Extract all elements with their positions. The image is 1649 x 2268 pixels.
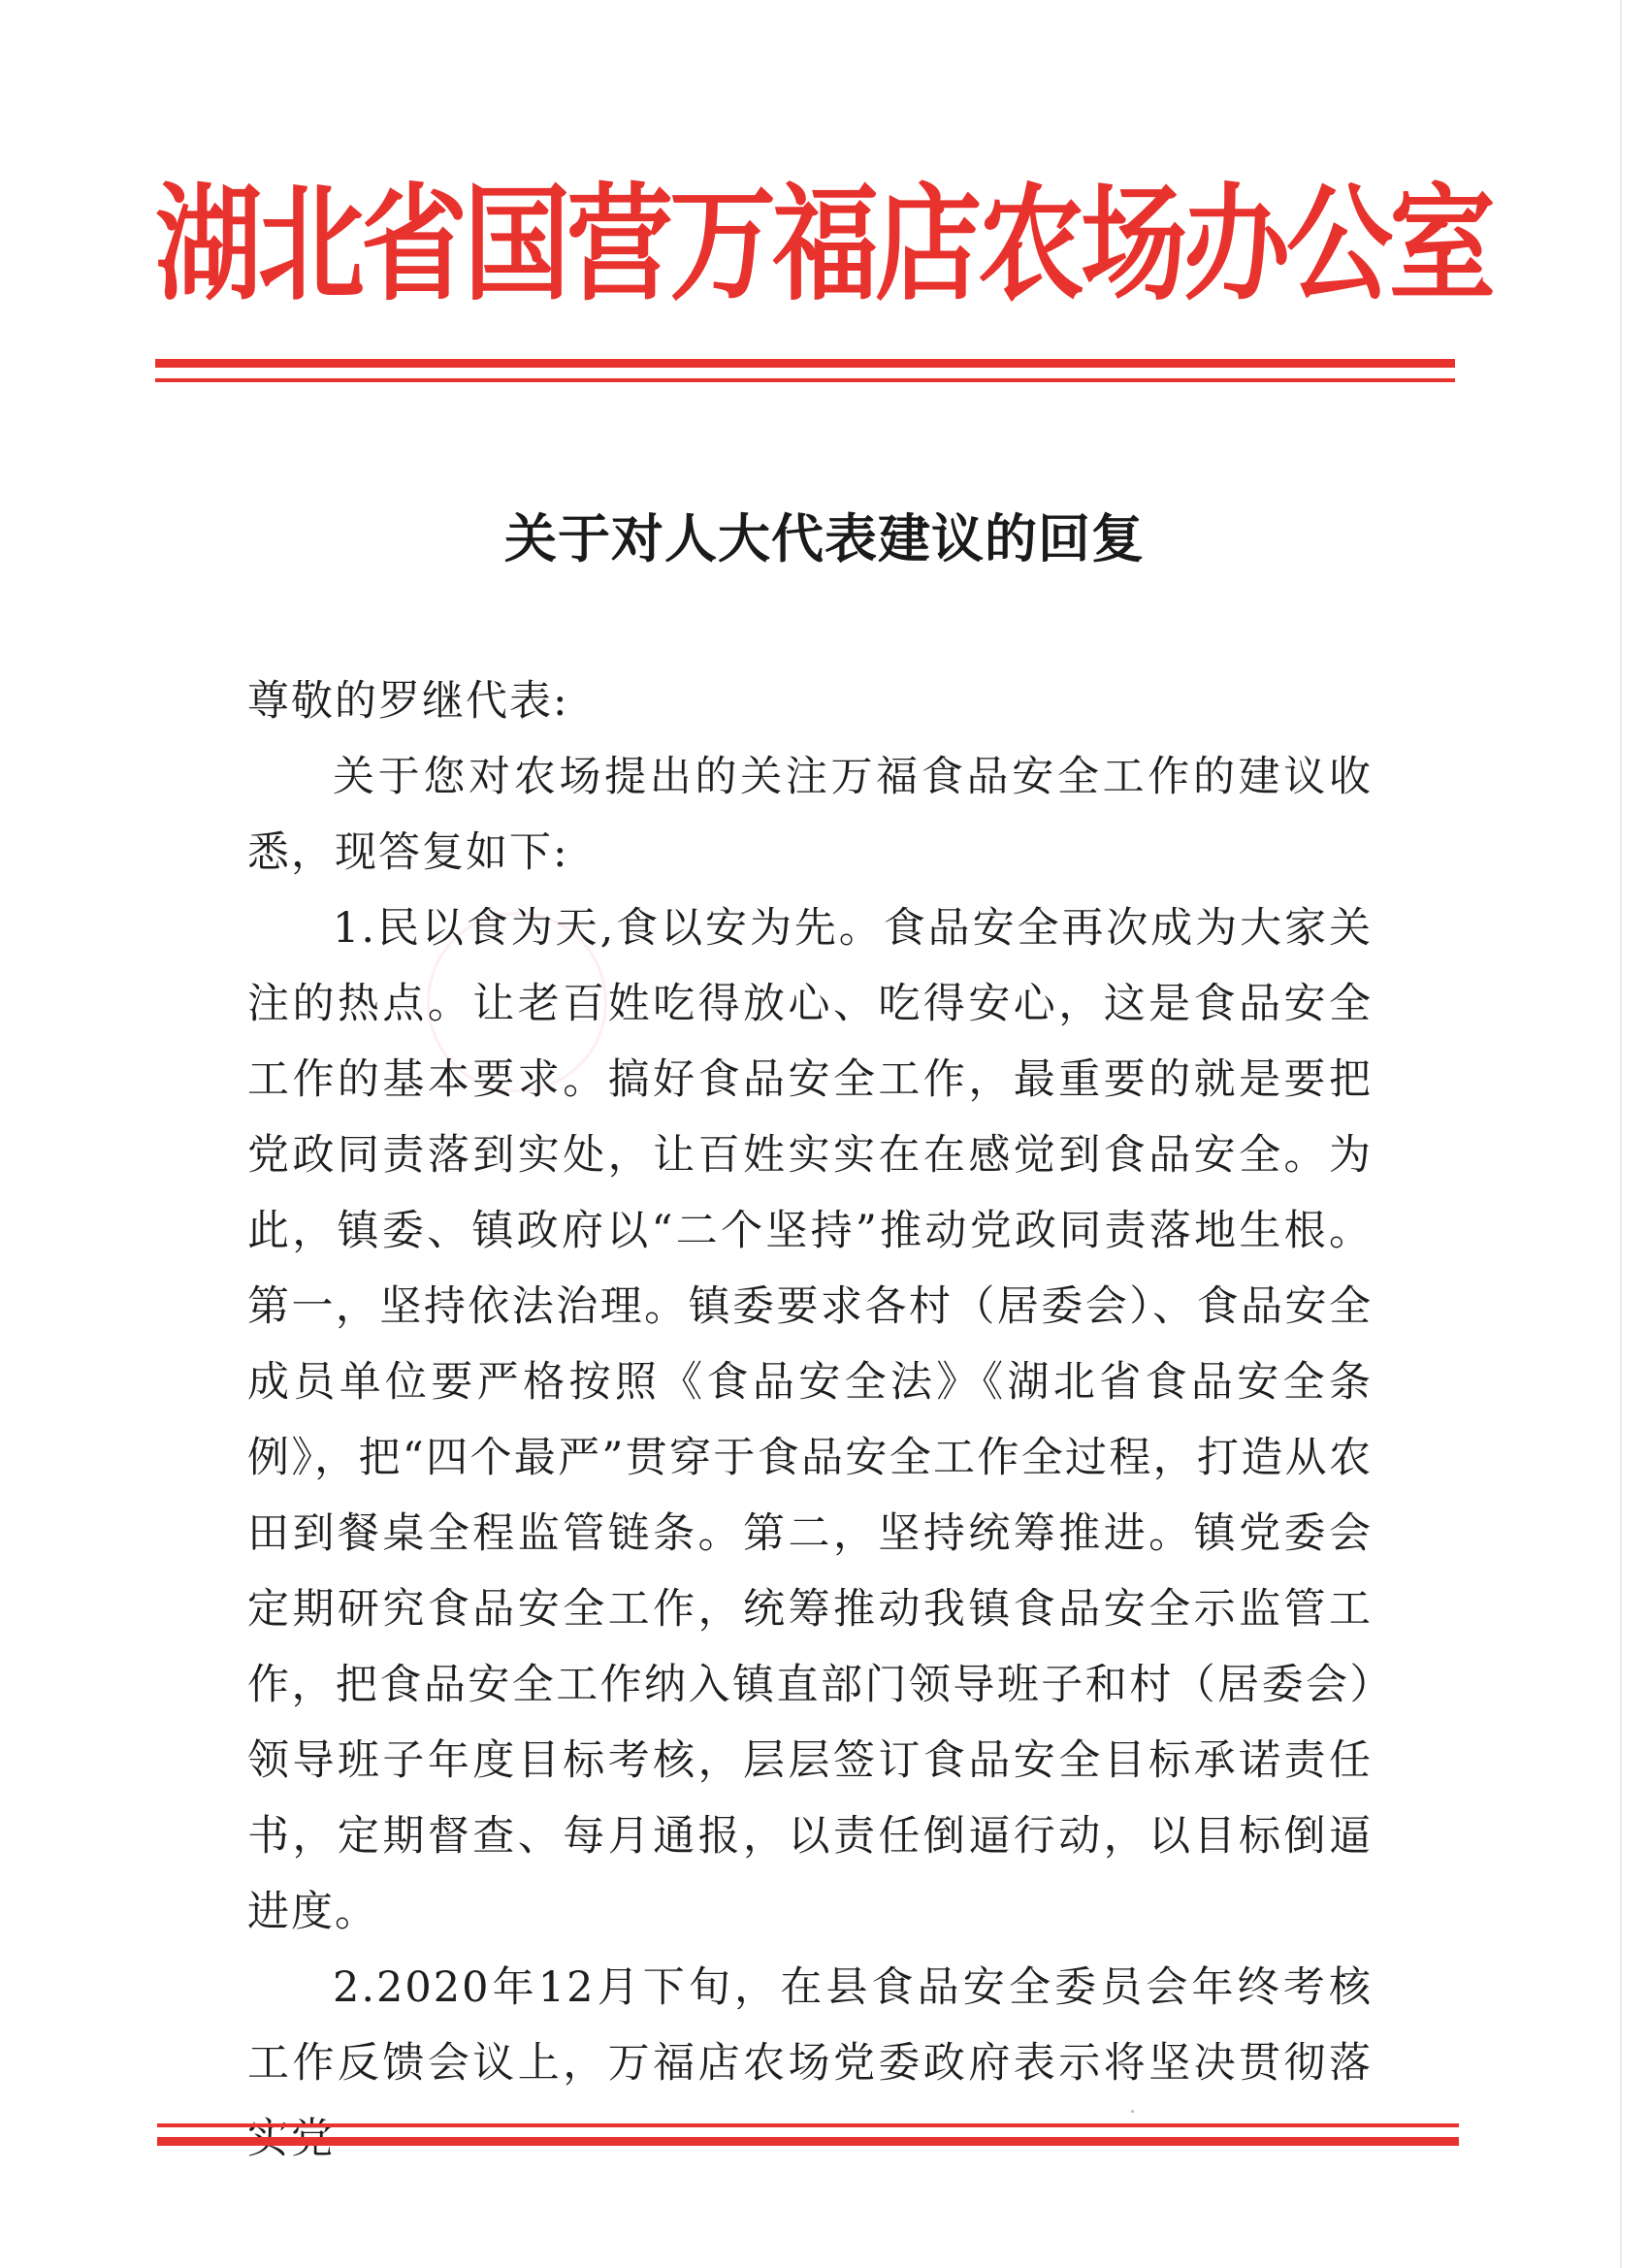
paragraph-1: 关于您对农场提出的关注万福食品安全工作的建议收悉，现答复如下:: [247, 753, 1373, 877]
page-edge-shadow: [1620, 0, 1622, 2268]
document-title: 关于对人大代表建议的回复: [504, 507, 1145, 569]
salutation: 尊敬的罗继代表:: [247, 677, 569, 726]
letterhead-rule-thick: [155, 359, 1455, 368]
letterhead-org-name: 湖北省国营万福店农场办公室: [155, 170, 1492, 318]
footer-rule-thin: [157, 2123, 1459, 2127]
letterhead-rule-thin: [155, 378, 1455, 382]
document-body: [247, 664, 1373, 2177]
paragraph-2: 1.民以食为天,食以安为先。食品安全再次成为大家关注的热点。让老百姓吃得放心、吃得安心，这是食品安全工作的基本要求。搞好食品安全工作，最重要的就是要把党政同责落到实处，让百姓实实在在感觉到食品安全。为此，镇委、镇政府以“二个坚持”推动党政同责落地生根。第一，坚持依法治理。镇委要求各村（居委会）、食品安全成员单位要严格按照《食品安全法》《湖北省食品安全条例》，把“四个最严”贯穿于食品安全工作全过程，打造从农田到餐桌全程监管链条。第二，坚持统筹推进。镇党委会定期研究食品安全工作，统筹推动我镇食品安全示监管工作，把食品安全工作纳入镇直部门领导班子和村（居委会）领导班子年度目标考核，层层签订食品安全目标承诺责任书，定期督查、每月通报，以责任倒逼行动，以目标倒逼进度。: [247, 904, 1373, 1936]
paragraph-3: 2.2020年12月下旬，在县食品安全委员会年终考核工作反馈会议上，万福店农场党委政府表示将坚决贯彻落: [247, 1963, 1373, 2088]
footer-rule-thick: [157, 2137, 1459, 2146]
scan-speck: [1131, 2110, 1134, 2113]
